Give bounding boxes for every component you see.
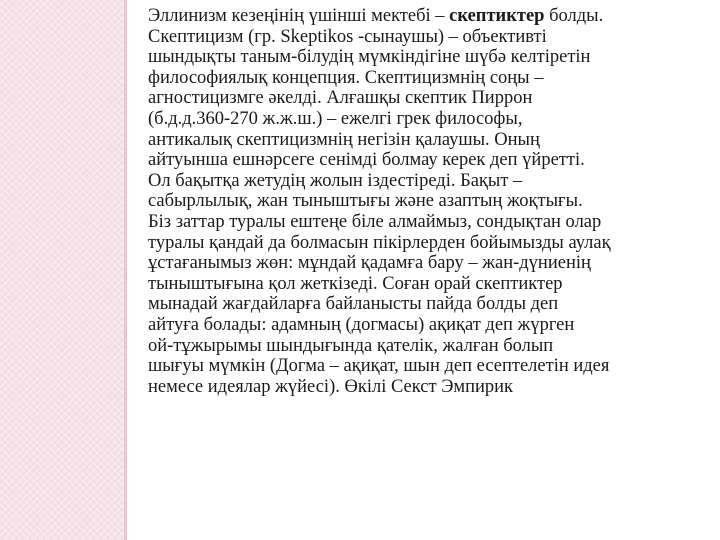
text-line: ой-тұжырымы шындығында қателік, жалған болып	[148, 335, 554, 356]
text-line: Скептицизм (гр. Skeptikos -сынаушы) – объективті	[148, 26, 547, 47]
text-segment: Эллинизм кезеңінің үшінші мектебі –	[148, 6, 450, 26]
text-line: айтуға болады: адамның (догмасы) ақиқат деп жүрген	[148, 314, 575, 335]
text-line: немесе идеялар жүйесі). Өкілі Секст Эмпирик	[148, 376, 514, 397]
text-line: айтуынша ешнәрсеге сенімді болмау керек деп үйретті.	[148, 150, 585, 171]
text-line: туралы қандай да болмасын пікірлерден бойымызды аулақ	[148, 232, 611, 253]
text-line: мынадай жағдайларға байланысты пайда болды деп	[148, 294, 559, 315]
text-line	[148, 6, 710, 27]
text-line: шындықты таным-білудің мүмкіндігіне шүбә келтіретін	[148, 47, 591, 68]
text-line: антикалық скептицизмнің негізін қалаушы. Оның	[148, 129, 540, 150]
bold-term: скептиктер	[449, 6, 545, 26]
text-line: сабырлылық, жан тыныштығы және азаптың жоқтығы.	[148, 191, 583, 212]
text-line: (б.д.д.360-270 ж.ж.ш.) – ежелгі грек философы,	[148, 108, 523, 129]
slide-body-text	[148, 6, 710, 397]
text-line: Біз заттар туралы ештеңе біле алмаймыз, сондықтан олар	[148, 211, 602, 232]
text-line: Ол бақытқа жетудің жолын іздестіреді. Бақыт –	[148, 170, 523, 191]
text-line: шығуы мүмкін (Догма – ақиқат, шын деп есептелетін идея	[148, 356, 610, 377]
text-segment: болды.	[544, 6, 604, 26]
text-line: ұстағанымыз жөн: мұндай қадамға бару – жан-дүниенің	[148, 253, 591, 274]
text-line: агностицизмге әкелді. Алғашқы скептик Пиррон	[148, 88, 533, 109]
side-band-divider	[124, 0, 127, 540]
text-line: философиялық концепция. Скептицизмнің соңы –	[148, 67, 544, 88]
text-line: тыныштығына қол жеткізеді. Соған орай скептиктер	[148, 273, 563, 294]
decorative-side-band	[0, 0, 124, 540]
